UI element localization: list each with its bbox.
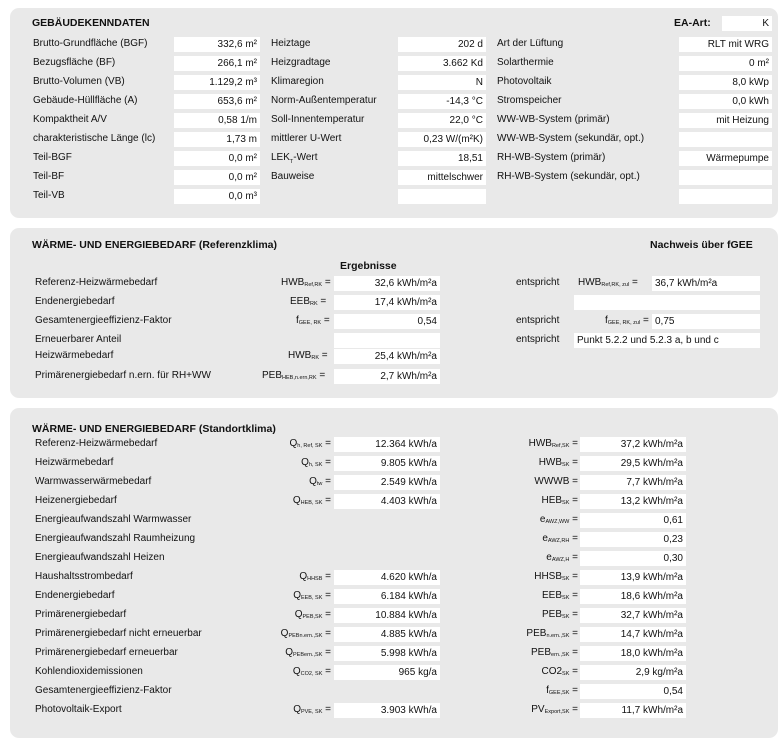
ref-right-value: 36,7 kWh/m²a bbox=[652, 276, 760, 291]
site-row-s-symbol: WWWB = bbox=[534, 476, 578, 487]
site-row-q-value: 3.903 kWh/a bbox=[334, 703, 440, 718]
site-row-q-symbol: $Q_{HHSB}$ = bbox=[299, 571, 331, 582]
ref-row-label: Referenz-Heizwärmebedarf bbox=[35, 277, 158, 288]
site-row-s-symbol: $e_{AWZ,WW}$ = bbox=[539, 514, 578, 525]
col1-label: Teil-VB bbox=[33, 190, 65, 201]
col1-value: 332,6 m² bbox=[174, 37, 260, 52]
col2-label: Klimaregion bbox=[271, 76, 324, 87]
col1-label: Teil-BGF bbox=[33, 152, 72, 163]
col2-value: N bbox=[398, 75, 486, 90]
site-row-label: Primärenergiebedarf erneuerbar bbox=[35, 647, 178, 658]
site-row-s-value: 7,7 kWh/m²a bbox=[580, 475, 686, 490]
site-row-s-symbol: $HWB_{SK}$ = bbox=[538, 457, 578, 468]
site-row-s-symbol: $HWB_{Ref,SK}$ = bbox=[528, 438, 578, 449]
site-row-s-value: 29,5 kWh/m²a bbox=[580, 456, 686, 471]
col1-value: 0,0 m² bbox=[174, 170, 260, 185]
site-row-q-value: 4.620 kWh/a bbox=[334, 570, 440, 585]
ref-right-symbol: $HWB_{Ref,RK, zul}$ = bbox=[578, 277, 638, 288]
col3-value: 8,0 kWp bbox=[679, 75, 772, 90]
col1-label: Brutto-Grundfläche (BGF) bbox=[33, 38, 148, 49]
site-row-s-symbol: $PV_{Export,SK}$ = bbox=[531, 704, 578, 715]
site-row-label: Energieaufwandszahl Raumheizung bbox=[35, 533, 196, 544]
col2-label: Heizgradtage bbox=[271, 57, 331, 68]
col3-value: Wärmepumpe bbox=[679, 151, 772, 166]
ref-row-symbol: $HWB_{RK}$ = bbox=[288, 350, 328, 361]
site-row-label: Heizwärmebedarf bbox=[35, 457, 114, 468]
col2-value: 3.662 Kd bbox=[398, 56, 486, 71]
col3-label: Art der Lüftung bbox=[497, 38, 564, 49]
col3-value: 0,0 kWh bbox=[679, 94, 772, 109]
site-row-label: Energieaufwandszahl Warmwasser bbox=[35, 514, 192, 525]
col3-label: Stromspeicher bbox=[497, 95, 562, 106]
site-row-s-value: 0,61 bbox=[580, 513, 686, 528]
col1-value: 1.129,2 m³ bbox=[174, 75, 260, 90]
ref-right-value: 0,75 bbox=[652, 314, 760, 329]
col1-value: 0,58 1/m bbox=[174, 113, 260, 128]
site-row-s-symbol: $PEB_{SK}$ = bbox=[542, 609, 578, 620]
col2-label: Heiztage bbox=[271, 38, 311, 49]
site-row-s-symbol: $e_{AWZ,RH}$ = bbox=[542, 533, 578, 544]
col2-label: mittlerer U-Wert bbox=[271, 133, 342, 144]
ea-label: EA-Art: bbox=[674, 17, 711, 29]
ref-row-symbol: $EEB_{RK}$ = bbox=[290, 296, 327, 307]
col2-label: Soll-Innentemperatur bbox=[271, 114, 365, 125]
site-row-s-value: 37,2 kWh/m²a bbox=[580, 437, 686, 452]
site-row-label: Primärenergiebedarf bbox=[35, 609, 127, 620]
site-row-s-symbol: $HHSB_{SK}$ = bbox=[534, 571, 578, 582]
ref-right-text: Punkt 5.2.2 und 5.2.3 a, b und c bbox=[574, 333, 760, 348]
site-row-s-value: 0,23 bbox=[580, 532, 686, 547]
site-row-label: Gesamtenergieeffizienz-Faktor bbox=[35, 685, 172, 696]
site-row-s-value: 18,0 kWh/m²a bbox=[580, 646, 686, 661]
ref-row-value: 17,4 kWh/m²a bbox=[334, 295, 440, 310]
site-row-s-value: 11,7 kWh/m²a bbox=[580, 703, 686, 718]
col2-label: Norm-Außentemperatur bbox=[271, 95, 377, 106]
site-row-q-symbol: $Q_{h, Ref, SK}$ = bbox=[289, 438, 331, 449]
site-row-q-value: 9.805 kWh/a bbox=[334, 456, 440, 471]
section2-title: WÄRME- UND ENERGIEBEDARF (Referenzklima) bbox=[32, 239, 278, 251]
site-row-label: Referenz-Heizwärmebedarf bbox=[35, 438, 158, 449]
col2-value: -14,3 °C bbox=[398, 94, 486, 109]
col1-value: 1,73 m bbox=[174, 132, 260, 147]
ref-row-value: 0,54 bbox=[334, 314, 440, 329]
ref-right-symbol: $f_{GEE, RK, zul}$ = bbox=[605, 315, 649, 326]
col1-label: Gebäude-Hüllfläche (A) bbox=[33, 95, 138, 106]
col1-label: Bezugsfläche (BF) bbox=[33, 57, 116, 68]
ref-right-word: entspricht bbox=[516, 334, 560, 345]
col2-value: mittelschwer bbox=[398, 170, 486, 185]
ref-row-symbol: $PEB_{HEB,n.ern,RK}$ = bbox=[262, 370, 326, 381]
col3-label: RH-WB-System (primär) bbox=[497, 152, 606, 163]
ref-row-label: Endenergiebedarf bbox=[35, 296, 115, 307]
ref-row-label: Erneuerbarer Anteil bbox=[35, 334, 122, 345]
section1-title: GEBÄUDEKENNDATEN bbox=[32, 17, 150, 29]
col2-value: 202 d bbox=[398, 37, 486, 52]
section3-title: WÄRME- UND ENERGIEBEDARF (Standortklima) bbox=[32, 423, 276, 435]
site-row-s-value: 18,6 kWh/m²a bbox=[580, 589, 686, 604]
ref-row-value-empty bbox=[334, 333, 440, 348]
site-row-q-value: 4.403 kWh/a bbox=[334, 494, 440, 509]
col2-value: 22,0 °C bbox=[398, 113, 486, 128]
site-row-s-value: 2,9 kg/m²a bbox=[580, 665, 686, 680]
site-row-label: Primärenergiebedarf nicht erneuerbar bbox=[35, 628, 202, 639]
site-row-q-value: 6.184 kWh/a bbox=[334, 589, 440, 604]
site-row-label: Kohlendioxidemissionen bbox=[35, 666, 143, 677]
col1-label: charakteristische Länge (lc) bbox=[33, 133, 156, 144]
ref-right-word: entspricht bbox=[516, 315, 560, 326]
ref-row-symbol: $f_{GEE, RK}$ = bbox=[296, 315, 330, 326]
site-row-q-value: 2.549 kWh/a bbox=[334, 475, 440, 490]
col2-label: $LEK_T$-Wert bbox=[271, 152, 318, 165]
site-row-q-symbol: $Q_{PEBern.,SK}$ = bbox=[285, 647, 331, 658]
site-row-q-value: 965 kg/a bbox=[334, 665, 440, 680]
site-row-s-value: 0,54 bbox=[580, 684, 686, 699]
col3-value: RLT mit WRG bbox=[679, 37, 772, 52]
col3-label: WW-WB-System (sekundär, opt.) bbox=[497, 133, 645, 144]
col2-value: 0,23 W/(m²K) bbox=[398, 132, 486, 147]
site-row-s-value: 13,2 kWh/m²a bbox=[580, 494, 686, 509]
site-row-label: Photovoltaik-Export bbox=[35, 704, 122, 715]
col3-value: 0 m² bbox=[679, 56, 772, 71]
ref-row-symbol: $HWB_{Ref,RK}$ = bbox=[281, 277, 331, 288]
site-row-q-value: 4.885 kWh/a bbox=[334, 627, 440, 642]
site-row-q-symbol: $Q_{h, SK}$ = bbox=[301, 457, 331, 468]
ref-row-value: 32,6 kWh/m²a bbox=[334, 276, 440, 291]
col3-label: Solarthermie bbox=[497, 57, 554, 68]
site-row-q-symbol: $Q_{HEB, SK}$ = bbox=[292, 495, 331, 506]
ref-row-label: Gesamtenergieeffizienz-Faktor bbox=[35, 315, 172, 326]
ref-row-value: 25,4 kWh/m²a bbox=[334, 349, 440, 364]
site-row-q-symbol: $Q_{tw}$ = bbox=[309, 476, 331, 487]
site-row-q-value: 10.884 kWh/a bbox=[334, 608, 440, 623]
site-row-q-symbol: $Q_{EEB, SK}$ = bbox=[293, 590, 331, 601]
col3-label: RH-WB-System (sekundär, opt.) bbox=[497, 171, 640, 182]
site-row-label: Energieaufwandszahl Heizen bbox=[35, 552, 165, 563]
site-row-q-symbol: $Q_{PEBn.ern.,SK}$ = bbox=[280, 628, 331, 639]
col1-label: Teil-BF bbox=[33, 171, 65, 182]
ref-right-word: entspricht bbox=[516, 277, 560, 288]
ref-row-label: Heizwärmebedarf bbox=[35, 350, 114, 361]
site-row-s-symbol: $f_{GEE,SK}$ = bbox=[546, 685, 578, 696]
section2-title-right: Nachweis über fGEE bbox=[650, 239, 753, 251]
ea-value: K bbox=[722, 16, 772, 31]
col2-value: 18,51 bbox=[398, 151, 486, 166]
site-row-label: Haushaltsstrombedarf bbox=[35, 571, 133, 582]
site-row-s-value: 0,30 bbox=[580, 551, 686, 566]
col2-label: Bauweise bbox=[271, 171, 315, 182]
site-row-q-value: 12.364 kWh/a bbox=[334, 437, 440, 452]
site-row-s-value: 14,7 kWh/m²a bbox=[580, 627, 686, 642]
col1-value: 266,1 m² bbox=[174, 56, 260, 71]
site-row-s-symbol: $HEB_{SK}$ = bbox=[541, 495, 578, 506]
ref-row-label: Primärenergiebedarf n.ern. für RH+WW bbox=[35, 370, 211, 381]
site-row-s-symbol: $CO2_{SK}$ = bbox=[541, 666, 578, 677]
site-row-label: Warmwasserwärmebedarf bbox=[35, 476, 152, 487]
site-row-q-symbol: $Q_{PVE, SK}$ = bbox=[293, 704, 331, 715]
site-row-q-value: 5.998 kWh/a bbox=[334, 646, 440, 661]
ref-right-empty bbox=[574, 295, 760, 310]
site-row-q-symbol: $Q_{PEB,SK}$ = bbox=[294, 609, 331, 620]
col3-value-empty bbox=[679, 189, 772, 204]
site-row-s-symbol: $PEB_{n.ern.,SK}$ = bbox=[526, 628, 578, 639]
col1-label: Kompaktheit A/V bbox=[33, 114, 107, 125]
site-row-s-symbol: $e_{AWZ,H}$ = bbox=[546, 552, 578, 563]
col1-value: 653,6 m² bbox=[174, 94, 260, 109]
ref-row-value: 2,7 kWh/m²a bbox=[334, 369, 440, 384]
col3-value bbox=[679, 170, 772, 185]
col1-value: 0,0 m³ bbox=[174, 189, 260, 204]
col1-value: 0,0 m² bbox=[174, 151, 260, 166]
col3-label: WW-WB-System (primär) bbox=[497, 114, 610, 125]
site-row-label: Endenergiebedarf bbox=[35, 590, 115, 601]
col1-label: Brutto-Volumen (VB) bbox=[33, 76, 125, 87]
site-row-s-value: 32,7 kWh/m²a bbox=[580, 608, 686, 623]
col3-value: mit Heizung bbox=[679, 113, 772, 128]
site-row-label: Heizenergiebedarf bbox=[35, 495, 117, 506]
col3-label: Photovoltaik bbox=[497, 76, 552, 87]
site-row-s-symbol: $EEB_{SK}$ = bbox=[542, 590, 578, 601]
col3-value bbox=[679, 132, 772, 147]
col2-value-empty bbox=[398, 189, 486, 204]
site-row-q-symbol: $Q_{CO2, SK}$ = bbox=[292, 666, 331, 677]
site-row-s-symbol: $PEB_{ern.,SK}$ = bbox=[531, 647, 578, 658]
site-row-s-value: 13,9 kWh/m²a bbox=[580, 570, 686, 585]
results-header: Ergebnisse bbox=[340, 260, 397, 272]
